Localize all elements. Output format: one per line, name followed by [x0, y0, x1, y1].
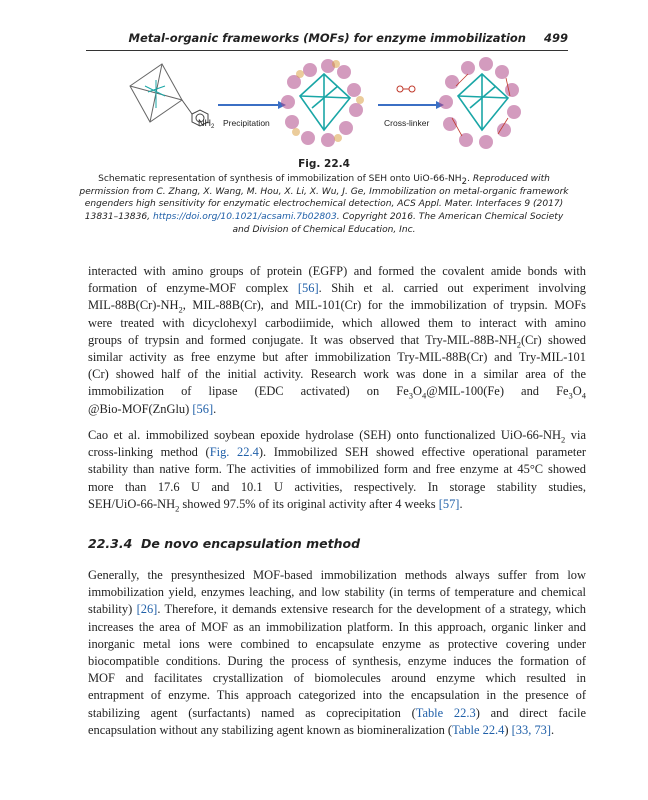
text-line — [88, 263, 586, 280]
section-heading — [88, 536, 360, 551]
text: . — [551, 722, 555, 737]
text-line — [88, 315, 586, 332]
figure-label: Fig. 22.4 — [298, 158, 350, 170]
text: were treated with dicyclohexyl carbodiimide, which allowed them to interact with amino — [88, 315, 586, 330]
section-title: De novo encapsulation method — [141, 536, 361, 551]
amine-label-subscript: 2 — [211, 124, 215, 130]
text: encapsulation without any stabilizing agent known as biomineralization ( — [88, 722, 453, 737]
paragraph-trypsin — [88, 263, 586, 418]
text-line — [88, 619, 586, 636]
text: stabilizing agent (surfactants) named as coprecipitation ( — [88, 705, 416, 720]
text: entrapment of enzyme. This approach categorized into the encapsulation in the presence of — [88, 688, 586, 703]
text-line — [88, 427, 586, 444]
text: groups of trypsin and formed conjugate. It was observed that Try-MIL-88B-NH — [88, 332, 517, 347]
scheme-figure — [110, 56, 540, 158]
text-line — [88, 653, 586, 670]
text: ). Immobilized SEH showed effective operational parameter — [258, 445, 586, 460]
text: Cao et al. immobilized soybean epoxide hydrolase (SEH) onto functionalized UiO-66-NH — [88, 428, 561, 442]
table-link[interactable]: Table 22.3 — [415, 705, 476, 720]
text: via — [565, 428, 586, 442]
text: O — [572, 384, 582, 399]
text-line — [88, 584, 586, 601]
text-line — [88, 383, 586, 400]
citation-link[interactable]: [56] — [192, 401, 214, 416]
citation-link[interactable]: [57] — [438, 496, 460, 511]
text: Generally, the presynthesized MOF-based immobilization methods always suffer from low — [88, 568, 586, 582]
text-line — [88, 444, 586, 461]
text: formation of enzyme-MOF complex — [88, 281, 298, 296]
running-title: Metal-organic frameworks (MOFs) for enzyme immobilization — [128, 31, 526, 45]
text: increases the area of MOF as an immobilization platform. In this approach, organic linker and — [88, 619, 586, 634]
text: cross-linking method ( — [88, 445, 210, 460]
cross-linking-arrow — [378, 101, 444, 109]
text-line — [88, 567, 586, 584]
citation-link[interactable]: [33, 73] — [511, 722, 552, 737]
subscript: 2 — [561, 434, 566, 445]
amine-label-text: NH — [198, 118, 211, 128]
text-line — [88, 636, 586, 653]
text-line — [88, 705, 586, 722]
text-line — [88, 280, 586, 297]
text: . Shih et al. carried out experiment involving — [318, 281, 586, 296]
caption-text: Schematic representation of synthesis of immobilization of SEH onto UiO-66-NH — [98, 173, 462, 184]
amine-label — [198, 118, 215, 130]
caption-line-3 — [60, 198, 588, 211]
figure-link[interactable]: Fig. 22.4 — [209, 445, 259, 460]
text: ) — [504, 722, 512, 737]
caption-citation: 13831–13836, — [84, 212, 153, 223]
subscript: 2 — [178, 304, 183, 315]
caption-citation: permission from C. Zhang, X. Wang, M. Hou, X. Li, X. Wu, J. Ge, Immobilization on metal-organic framework — [79, 186, 569, 197]
doi-link[interactable]: https://doi.org/10.1021/acsami.7b02803 — [152, 212, 337, 223]
enzyme-loaded-mof — [281, 59, 364, 147]
text: . — [459, 496, 463, 511]
text: more than 17.6 U and 10.1 U activities, respectively. In storage stability studies, — [88, 479, 586, 494]
text-line — [88, 332, 586, 349]
text: showed 97.5% of its original activity after 4 weeks — [179, 496, 439, 511]
text: immobilization of lipase (EDC activated) on Fe — [88, 384, 409, 399]
text: MOF and facilitates crystallization of biomolecules around enzyme which resulted in — [88, 671, 586, 686]
text: stability) — [88, 602, 137, 617]
subscript: 4 — [421, 390, 427, 401]
citation-link[interactable]: [26] — [136, 602, 158, 617]
text-line — [88, 349, 586, 366]
text: . — [213, 401, 217, 416]
precipitation-arrow — [218, 101, 286, 109]
caption-citation: and Division of Chemical Education, Inc. — [232, 224, 416, 235]
text-line — [88, 687, 586, 704]
text: O — [412, 384, 422, 399]
text: biocompatible conditions. During the process of synthesis, enzyme induces the formation of — [88, 654, 586, 669]
text: @MIL-100(Fe) and Fe — [426, 384, 569, 399]
caption-citation: . Copyright 2016. The American Chemical Society — [336, 212, 564, 223]
text: immobilization yield, enzymes leaching, and low stability (in terms of temperature and chemical — [88, 585, 586, 600]
text: ) and direct facile — [475, 705, 586, 720]
text: (Cr) showed — [520, 332, 586, 347]
text-line — [88, 479, 586, 496]
caption-citation: Reproduced with — [472, 173, 550, 184]
cross-linker-icon — [397, 86, 415, 92]
page-number: 499 — [543, 31, 568, 45]
text: inorganic metal ions were combined to encapsulate enzyme as protective covering under — [88, 636, 586, 651]
text: interacted with amino groups of protein (EGFP) and formed the covalent amide bonds with — [88, 264, 586, 278]
figure-caption — [60, 158, 588, 237]
text: , MIL-88B(Cr), and MIL-101(Cr) for the immobilization of trypsin. MOFs — [182, 298, 586, 313]
caption-subscript: 2 — [461, 176, 468, 187]
subscript: 2 — [175, 503, 180, 514]
subscript: 2 — [516, 339, 521, 350]
precipitation-label: Precipitation — [223, 118, 270, 128]
text: (Cr) showed half of the initial activity. Research work was done in a similar area of the — [88, 367, 586, 382]
text: MIL-88B(Cr)-NH — [88, 298, 179, 313]
caption-line-2 — [60, 186, 588, 199]
text: stability than native form. The activities of immobilized form and free enzyme at 45°C showed — [88, 462, 586, 477]
text-line — [88, 461, 586, 478]
text: SEH/UiO-66-NH — [88, 496, 176, 511]
text-line — [88, 297, 586, 314]
text-line — [88, 401, 586, 418]
caption-line-4 — [60, 211, 588, 224]
section-number: 22.3.4 — [88, 536, 133, 551]
running-header — [86, 28, 568, 51]
text-line — [88, 366, 586, 383]
paragraph-de-novo — [88, 567, 586, 739]
table-link[interactable]: Table 22.4 — [452, 722, 505, 737]
text: . Therefore, it demands extensive research for the development of a strategy, which — [157, 602, 586, 617]
text-line — [88, 722, 586, 739]
cross-linker-label: Cross-linker — [384, 118, 430, 128]
subscript: 3 — [568, 390, 573, 401]
text-line — [88, 670, 586, 687]
caption-line-5 — [60, 224, 588, 237]
text-line — [88, 496, 586, 513]
caption-line-1 — [60, 173, 588, 186]
caption-citation: engenders high sensitivity for enzymatic electrochemical detection, ACS Appl. Mater. Interfaces 9 (2017) — [84, 199, 564, 210]
subscript: 3 — [408, 390, 413, 401]
citation-link[interactable]: [56] — [297, 281, 319, 296]
immobilized-seh-mof — [439, 57, 521, 149]
subscript: 4 — [581, 390, 586, 401]
text-line — [88, 601, 586, 618]
uio-66-octahedron — [130, 64, 192, 122]
paragraph-seh — [88, 427, 586, 513]
text: @Bio-MOF(ZnGlu) — [88, 401, 193, 416]
text: similar activity as free enzyme but after immobilization Try-MIL-88B(Cr) and Try-MIL-101 — [88, 350, 586, 365]
caption-text: . — [467, 173, 473, 184]
